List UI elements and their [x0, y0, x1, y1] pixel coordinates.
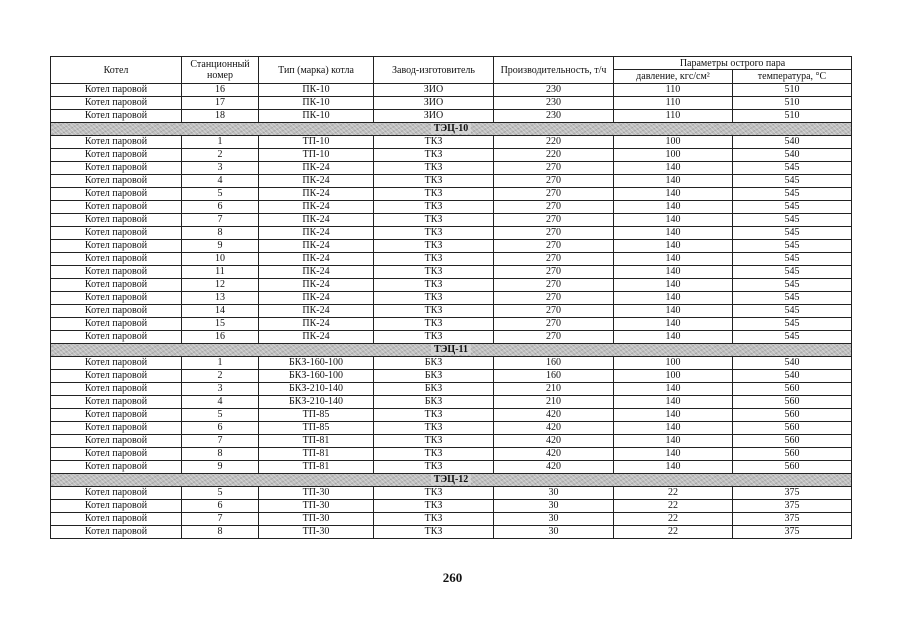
boiler-table-container — [50, 56, 851, 539]
cell-kotel: Котел паровой — [51, 513, 182, 526]
table-row — [51, 214, 852, 227]
table-row — [51, 227, 852, 240]
header-manufacturer: Завод-изготовитель — [374, 57, 494, 84]
table-row — [51, 435, 852, 448]
cell-pressure: 140 — [614, 305, 733, 318]
cell-temperature: 510 — [733, 84, 852, 97]
cell-capacity: 160 — [494, 357, 614, 370]
cell-temperature: 545 — [733, 266, 852, 279]
cell-manufacturer: ТКЗ — [374, 175, 494, 188]
cell-pressure: 22 — [614, 500, 733, 513]
cell-type: ПК-24 — [259, 240, 374, 253]
cell-station-no: 8 — [182, 448, 259, 461]
cell-type: ПК-24 — [259, 318, 374, 331]
cell-station-no: 6 — [182, 201, 259, 214]
cell-kotel: Котел паровой — [51, 487, 182, 500]
cell-capacity: 270 — [494, 162, 614, 175]
table-row — [51, 201, 852, 214]
table-row — [51, 409, 852, 422]
cell-manufacturer: ТКЗ — [374, 149, 494, 162]
header-steam-params: Параметры острого пара — [614, 57, 852, 70]
section-title-cell — [51, 123, 852, 136]
cell-temperature: 560 — [733, 396, 852, 409]
table-row — [51, 461, 852, 474]
cell-kotel: Котел паровой — [51, 292, 182, 305]
cell-capacity: 270 — [494, 279, 614, 292]
cell-pressure: 100 — [614, 149, 733, 162]
cell-manufacturer: ТКЗ — [374, 435, 494, 448]
cell-kotel: Котел паровой — [51, 214, 182, 227]
cell-type: БКЗ-160-100 — [259, 370, 374, 383]
table-row — [51, 253, 852, 266]
cell-pressure: 140 — [614, 279, 733, 292]
cell-type: ПК-24 — [259, 162, 374, 175]
cell-pressure: 140 — [614, 318, 733, 331]
cell-station-no: 12 — [182, 279, 259, 292]
cell-type: БКЗ-210-140 — [259, 383, 374, 396]
cell-pressure: 140 — [614, 253, 733, 266]
cell-station-no: 6 — [182, 500, 259, 513]
cell-capacity: 270 — [494, 318, 614, 331]
section-title: ТЭЦ-12 — [431, 474, 472, 485]
table-row — [51, 331, 852, 344]
cell-kotel: Котел паровой — [51, 448, 182, 461]
table-row — [51, 357, 852, 370]
boiler-table — [50, 56, 852, 539]
cell-manufacturer: ТКЗ — [374, 500, 494, 513]
cell-pressure: 140 — [614, 175, 733, 188]
cell-capacity: 270 — [494, 253, 614, 266]
cell-capacity: 220 — [494, 136, 614, 149]
cell-type: ТП-81 — [259, 461, 374, 474]
cell-station-no: 17 — [182, 97, 259, 110]
cell-pressure: 140 — [614, 396, 733, 409]
cell-pressure: 140 — [614, 409, 733, 422]
cell-capacity: 270 — [494, 292, 614, 305]
cell-manufacturer: ЗИО — [374, 110, 494, 123]
cell-type: ПК-24 — [259, 292, 374, 305]
cell-station-no: 3 — [182, 383, 259, 396]
cell-station-no: 15 — [182, 318, 259, 331]
cell-pressure: 140 — [614, 201, 733, 214]
cell-station-no: 16 — [182, 84, 259, 97]
cell-type: ПК-24 — [259, 227, 374, 240]
cell-manufacturer: ЗИО — [374, 84, 494, 97]
cell-type: ПК-24 — [259, 279, 374, 292]
cell-station-no: 4 — [182, 396, 259, 409]
cell-station-no: 4 — [182, 175, 259, 188]
cell-capacity: 30 — [494, 526, 614, 539]
header-pressure: давление, кгс/см² — [614, 70, 733, 84]
cell-temperature: 545 — [733, 331, 852, 344]
cell-temperature: 540 — [733, 136, 852, 149]
cell-kotel: Котел паровой — [51, 422, 182, 435]
cell-temperature: 375 — [733, 487, 852, 500]
cell-capacity: 270 — [494, 214, 614, 227]
cell-kotel: Котел паровой — [51, 318, 182, 331]
cell-type: ПК-10 — [259, 110, 374, 123]
cell-manufacturer: ТКЗ — [374, 201, 494, 214]
cell-pressure: 140 — [614, 331, 733, 344]
cell-capacity: 30 — [494, 513, 614, 526]
cell-type: ПК-24 — [259, 188, 374, 201]
cell-kotel: Котел паровой — [51, 409, 182, 422]
table-row — [51, 305, 852, 318]
cell-capacity: 230 — [494, 110, 614, 123]
cell-manufacturer: ТКЗ — [374, 266, 494, 279]
table-row — [51, 162, 852, 175]
cell-kotel: Котел паровой — [51, 136, 182, 149]
table-row — [51, 279, 852, 292]
cell-kotel: Котел паровой — [51, 162, 182, 175]
cell-manufacturer: ТКЗ — [374, 331, 494, 344]
table-row — [51, 513, 852, 526]
cell-manufacturer: ТКЗ — [374, 240, 494, 253]
cell-temperature: 560 — [733, 435, 852, 448]
cell-manufacturer: ТКЗ — [374, 305, 494, 318]
section-row — [51, 474, 852, 487]
cell-kotel: Котел паровой — [51, 110, 182, 123]
cell-temperature: 545 — [733, 318, 852, 331]
table-row — [51, 175, 852, 188]
cell-type: ТП-81 — [259, 448, 374, 461]
cell-pressure: 140 — [614, 214, 733, 227]
cell-type: ПК-10 — [259, 84, 374, 97]
cell-kotel: Котел паровой — [51, 526, 182, 539]
cell-temperature: 375 — [733, 500, 852, 513]
table-row — [51, 526, 852, 539]
cell-pressure: 140 — [614, 227, 733, 240]
cell-pressure: 22 — [614, 487, 733, 500]
cell-manufacturer: БКЗ — [374, 370, 494, 383]
cell-kotel: Котел паровой — [51, 435, 182, 448]
cell-station-no: 11 — [182, 266, 259, 279]
cell-pressure: 140 — [614, 292, 733, 305]
cell-pressure: 140 — [614, 448, 733, 461]
cell-temperature: 540 — [733, 357, 852, 370]
cell-type: ТП-30 — [259, 513, 374, 526]
cell-kotel: Котел паровой — [51, 305, 182, 318]
cell-manufacturer: ТКЗ — [374, 292, 494, 305]
cell-station-no: 5 — [182, 409, 259, 422]
cell-capacity: 270 — [494, 188, 614, 201]
cell-manufacturer: БКЗ — [374, 383, 494, 396]
cell-manufacturer: ТКЗ — [374, 422, 494, 435]
cell-temperature: 545 — [733, 292, 852, 305]
cell-manufacturer: ТКЗ — [374, 279, 494, 292]
cell-temperature: 545 — [733, 240, 852, 253]
cell-type: ТП-10 — [259, 149, 374, 162]
cell-capacity: 220 — [494, 149, 614, 162]
cell-capacity: 210 — [494, 383, 614, 396]
cell-kotel: Котел паровой — [51, 357, 182, 370]
cell-capacity: 270 — [494, 227, 614, 240]
cell-station-no: 1 — [182, 357, 259, 370]
section-title: ТЭЦ-11 — [431, 344, 471, 355]
header-kotel: Котел — [51, 57, 182, 84]
cell-temperature: 545 — [733, 227, 852, 240]
cell-pressure: 140 — [614, 162, 733, 175]
cell-station-no: 7 — [182, 513, 259, 526]
cell-kotel: Котел паровой — [51, 500, 182, 513]
cell-temperature: 560 — [733, 383, 852, 396]
cell-type: ТП-85 — [259, 409, 374, 422]
cell-capacity: 30 — [494, 487, 614, 500]
cell-temperature: 510 — [733, 110, 852, 123]
cell-capacity: 270 — [494, 240, 614, 253]
cell-type: ПК-24 — [259, 331, 374, 344]
cell-kotel: Котел паровой — [51, 175, 182, 188]
cell-type: ТП-85 — [259, 422, 374, 435]
cell-station-no: 16 — [182, 331, 259, 344]
cell-manufacturer: ТКЗ — [374, 487, 494, 500]
cell-pressure: 140 — [614, 461, 733, 474]
cell-capacity: 420 — [494, 461, 614, 474]
cell-type: ТП-30 — [259, 487, 374, 500]
cell-pressure: 110 — [614, 110, 733, 123]
header-temperature: температура, °С — [733, 70, 852, 84]
table-row — [51, 149, 852, 162]
cell-pressure: 140 — [614, 240, 733, 253]
cell-temperature: 510 — [733, 97, 852, 110]
cell-station-no: 9 — [182, 461, 259, 474]
cell-temperature: 560 — [733, 422, 852, 435]
table-row — [51, 383, 852, 396]
cell-kotel: Котел паровой — [51, 240, 182, 253]
cell-type: ПК-24 — [259, 253, 374, 266]
table-row — [51, 188, 852, 201]
cell-temperature: 545 — [733, 305, 852, 318]
header-station-no: Станционный номер — [182, 57, 259, 84]
cell-type: ТП-30 — [259, 500, 374, 513]
cell-temperature: 545 — [733, 279, 852, 292]
table-body — [51, 84, 852, 539]
cell-station-no: 8 — [182, 526, 259, 539]
table-row — [51, 422, 852, 435]
cell-station-no: 1 — [182, 136, 259, 149]
cell-station-no: 5 — [182, 188, 259, 201]
cell-kotel: Котел паровой — [51, 461, 182, 474]
table-row — [51, 84, 852, 97]
cell-capacity: 270 — [494, 266, 614, 279]
cell-type: ТП-10 — [259, 136, 374, 149]
cell-kotel: Котел паровой — [51, 331, 182, 344]
cell-capacity: 420 — [494, 422, 614, 435]
cell-capacity: 270 — [494, 175, 614, 188]
cell-type: ПК-24 — [259, 305, 374, 318]
table-row — [51, 318, 852, 331]
cell-manufacturer: ТКЗ — [374, 136, 494, 149]
cell-station-no: 3 — [182, 162, 259, 175]
cell-station-no: 5 — [182, 487, 259, 500]
cell-capacity: 210 — [494, 396, 614, 409]
cell-kotel: Котел паровой — [51, 188, 182, 201]
cell-pressure: 110 — [614, 97, 733, 110]
cell-type: ТП-81 — [259, 435, 374, 448]
cell-station-no: 2 — [182, 149, 259, 162]
cell-type: ТП-30 — [259, 526, 374, 539]
cell-capacity: 230 — [494, 97, 614, 110]
cell-temperature: 545 — [733, 162, 852, 175]
cell-manufacturer: ТКЗ — [374, 318, 494, 331]
cell-temperature: 375 — [733, 526, 852, 539]
cell-temperature: 560 — [733, 461, 852, 474]
cell-temperature: 545 — [733, 188, 852, 201]
cell-manufacturer: ТКЗ — [374, 253, 494, 266]
cell-temperature: 540 — [733, 149, 852, 162]
cell-station-no: 9 — [182, 240, 259, 253]
cell-capacity: 420 — [494, 409, 614, 422]
cell-capacity: 420 — [494, 435, 614, 448]
header-type: Тип (марка) котла — [259, 57, 374, 84]
table-header — [51, 57, 852, 84]
cell-type: ПК-10 — [259, 97, 374, 110]
cell-station-no: 14 — [182, 305, 259, 318]
cell-manufacturer: ТКЗ — [374, 448, 494, 461]
cell-temperature: 375 — [733, 513, 852, 526]
cell-pressure: 100 — [614, 136, 733, 149]
cell-manufacturer: ТКЗ — [374, 526, 494, 539]
cell-temperature: 560 — [733, 409, 852, 422]
cell-type: БКЗ-160-100 — [259, 357, 374, 370]
page-number: 260 — [442, 570, 463, 585]
cell-temperature: 545 — [733, 253, 852, 266]
section-title-cell — [51, 474, 852, 487]
table-row — [51, 396, 852, 409]
cell-pressure: 110 — [614, 84, 733, 97]
table-row — [51, 487, 852, 500]
table-row — [51, 97, 852, 110]
cell-manufacturer: БКЗ — [374, 357, 494, 370]
cell-kotel: Котел паровой — [51, 279, 182, 292]
cell-station-no: 10 — [182, 253, 259, 266]
cell-type: ПК-24 — [259, 214, 374, 227]
cell-manufacturer: ЗИО — [374, 97, 494, 110]
cell-manufacturer: ТКЗ — [374, 409, 494, 422]
table-row — [51, 370, 852, 383]
cell-temperature: 545 — [733, 201, 852, 214]
cell-manufacturer: ТКЗ — [374, 513, 494, 526]
cell-kotel: Котел паровой — [51, 396, 182, 409]
cell-capacity: 270 — [494, 305, 614, 318]
cell-capacity: 270 — [494, 331, 614, 344]
cell-pressure: 22 — [614, 526, 733, 539]
cell-pressure: 100 — [614, 357, 733, 370]
cell-manufacturer: ТКЗ — [374, 227, 494, 240]
cell-manufacturer: ТКЗ — [374, 214, 494, 227]
cell-manufacturer: БКЗ — [374, 396, 494, 409]
cell-pressure: 140 — [614, 383, 733, 396]
cell-kotel: Котел паровой — [51, 227, 182, 240]
cell-kotel: Котел паровой — [51, 201, 182, 214]
cell-station-no: 6 — [182, 422, 259, 435]
cell-type: ПК-24 — [259, 266, 374, 279]
header-capacity: Производительность, т/ч — [494, 57, 614, 84]
cell-station-no: 7 — [182, 435, 259, 448]
cell-station-no: 13 — [182, 292, 259, 305]
table-row — [51, 136, 852, 149]
cell-type: ПК-24 — [259, 175, 374, 188]
cell-kotel: Котел паровой — [51, 370, 182, 383]
cell-kotel: Котел паровой — [51, 383, 182, 396]
table-row — [51, 110, 852, 123]
cell-pressure: 100 — [614, 370, 733, 383]
table-row — [51, 266, 852, 279]
cell-temperature: 560 — [733, 448, 852, 461]
section-title-cell — [51, 344, 852, 357]
cell-station-no: 7 — [182, 214, 259, 227]
cell-pressure: 140 — [614, 422, 733, 435]
cell-manufacturer: ТКЗ — [374, 162, 494, 175]
cell-temperature: 540 — [733, 370, 852, 383]
table-row — [51, 500, 852, 513]
table-row — [51, 240, 852, 253]
cell-station-no: 18 — [182, 110, 259, 123]
section-title: ТЭЦ-10 — [431, 123, 472, 134]
cell-pressure: 140 — [614, 266, 733, 279]
section-row — [51, 123, 852, 136]
cell-manufacturer: ТКЗ — [374, 461, 494, 474]
cell-temperature: 545 — [733, 214, 852, 227]
cell-capacity: 420 — [494, 448, 614, 461]
table-row — [51, 448, 852, 461]
cell-capacity: 30 — [494, 500, 614, 513]
cell-type: БКЗ-210-140 — [259, 396, 374, 409]
cell-kotel: Котел паровой — [51, 253, 182, 266]
cell-kotel: Котел паровой — [51, 266, 182, 279]
section-row — [51, 344, 852, 357]
cell-station-no: 2 — [182, 370, 259, 383]
cell-kotel: Котел паровой — [51, 84, 182, 97]
cell-capacity: 230 — [494, 84, 614, 97]
cell-pressure: 140 — [614, 188, 733, 201]
cell-station-no: 8 — [182, 227, 259, 240]
cell-kotel: Котел паровой — [51, 149, 182, 162]
cell-kotel: Котел паровой — [51, 97, 182, 110]
cell-temperature: 545 — [733, 175, 852, 188]
cell-pressure: 22 — [614, 513, 733, 526]
cell-type: ПК-24 — [259, 201, 374, 214]
cell-capacity: 270 — [494, 201, 614, 214]
cell-pressure: 140 — [614, 435, 733, 448]
cell-capacity: 160 — [494, 370, 614, 383]
table-row — [51, 292, 852, 305]
cell-manufacturer: ТКЗ — [374, 188, 494, 201]
